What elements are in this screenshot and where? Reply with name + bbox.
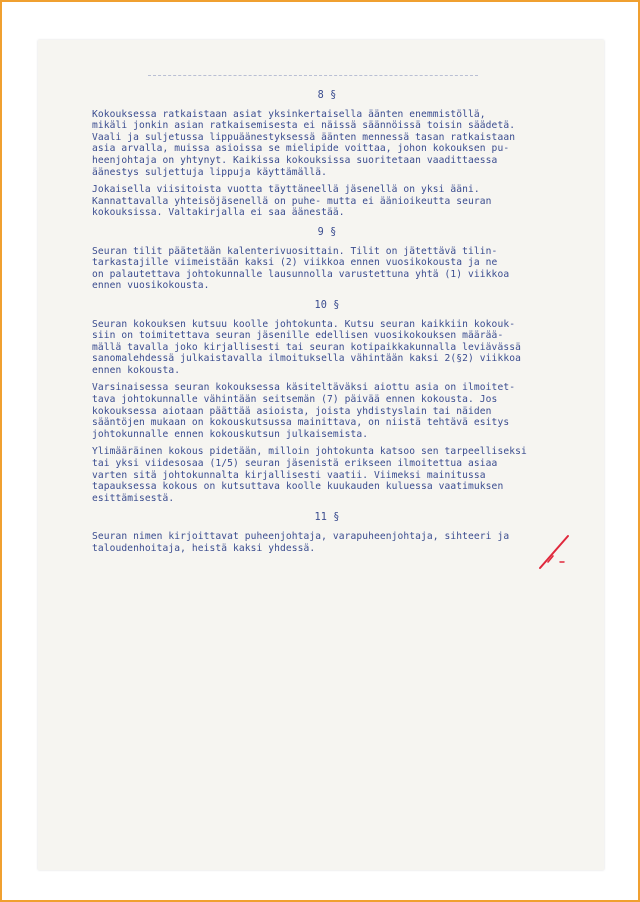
section-title: 11 § <box>314 512 340 524</box>
red-check-mark-icon <box>538 532 572 572</box>
section-9 <box>92 227 562 292</box>
section-title: 10 § <box>314 299 340 311</box>
section-paragraph: Varsinaisessa seuran kokouksessa käsiteltäväksi aiottu asia on ilmoitet- tava johtokunnalle vähintään seitsemän (7) päivää ennen kokousta. Jos kokouksessa aiotaan päättää asioista, joista yhdistyslain tai näiden sääntöjen mukaan on kokouskutsussa mainittava, on niistä tehtävä esitys johtokunnalle ennen kokouskutsun julkaisemista. <box>92 382 516 440</box>
section-paragraph: Seuran kokouksen kutsuu koolle johtokunta. Kutsu seuran kaikkiin kokouk- siin on toimitettava seuran jäsenille edellisen vuosikokouksen määrää- mällä tavalla joko kirjallisesti tai seuran kotipaikkakunnalla leviävässä sanomalehdessä julkaistavalla ilmoituksella vähintään kaksi 2(§2) viikkoa ennen kokousta. <box>92 318 521 376</box>
section-paragraph: Ylimääräinen kokous pidetään, milloin johtokunta katsoo sen tarpeelliseksi tai yksi viidesosaa (1/5) seuran jäsenistä erikseen ilmoitettua asiaa varten sitä johtokunnalta kirjallisesti vaatii. Viimeksi mainitussa tapauksessa kokous on kutsuttava koolle kuukauden kuluessa vaatimuksen esittämisestä. <box>92 446 527 504</box>
section-paragraph: Jokaisella viisitoista vuotta täyttäneellä jäsenellä on yksi ääni. Kannattavalla yhteisöjäsenellä on puhe- mutta ei äänioikeutta seuran kokouksissa. Valtakirjalla ei saa äänestää. <box>92 184 492 219</box>
section-paragraph: Seuran tilit päätetään kalenterivuosittain. Tilit on jätettävä tilin- tarkastajille viimeistään kaksi (2) viikkoa ennen vuosikokousta ja ne on palautettava johtokunnalle lausunnolla varustettuna yhtä (1) viikkoa ennen vuosikokousta. <box>92 245 510 292</box>
section-paragraph: Kokouksessa ratkaistaan asiat yksinkertaisella äänten enemmistöllä, mikäli jonkin asian ratkaisemisesta ei näissä säännöissä toisin säädetä. Vaali ja suljetussa lippuäänestyksessä äänten mennessä tasan ratkaistaan asia arvalla, muissa asioissa se mielipide voittaa, johon kokouksen pu- heenjohtaja on yhtynyt. Kaikissa kokouksissa suoritetaan vaadittaessa äänestys suljettuja lippuja käyttämällä. <box>92 108 516 178</box>
document-page <box>38 40 604 870</box>
page-header-rule <box>148 75 478 76</box>
document-body <box>92 90 562 560</box>
section-11 <box>92 512 562 554</box>
section-paragraph: Seuran nimen kirjoittavat puheenjohtaja, varapuheenjohtaja, sihteeri ja taloudenhoitaja, heistä kaksi yhdessä. <box>92 531 510 554</box>
section-title: 8 § <box>317 90 337 101</box>
section-10 <box>92 300 562 505</box>
section-title: 9 § <box>317 226 337 238</box>
section-8 <box>92 90 562 219</box>
